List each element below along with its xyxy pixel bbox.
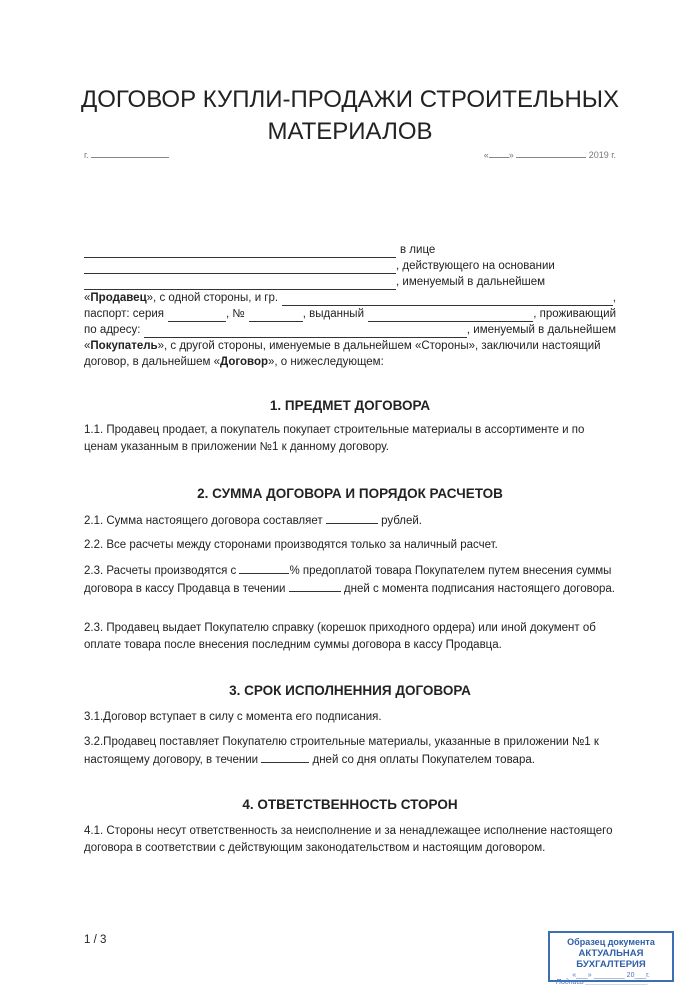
sum-blank [326, 512, 378, 524]
buyer-word: Покупатель [90, 340, 158, 352]
stamp-line-3: «___» ________ 20___г. [572, 972, 650, 979]
section-2-paragraph-1 [84, 512, 616, 530]
section-3-heading: 3. СРОК ИСПОЛНЕННИЯ ДОГОВОРА [229, 683, 471, 698]
contract-pre: договор, в дальнейшем « [84, 356, 221, 368]
buyer-rest: », с другой стороны, именуемые в дальнейшем «Стороны», заключили настоящий [157, 340, 601, 352]
document-title [60, 84, 640, 148]
address-text: по адресу: [84, 324, 141, 336]
s3-p2-b: дней со дня оплаты Покупателем товара. [312, 754, 535, 766]
page-number: 1 / 3 [84, 934, 107, 946]
parties-block [84, 242, 616, 370]
passport-series-blank [168, 310, 226, 322]
buyer-name-blank [282, 294, 613, 306]
basis-blank [84, 278, 396, 290]
s2-p3-c: дней с момента подписания настоящего договора. [343, 583, 615, 595]
payment-days-blank [289, 580, 341, 592]
prepayment-blank [239, 562, 289, 574]
stamp-line-4: Подпись ________________ [556, 979, 648, 986]
city-prefix: г. [84, 150, 89, 160]
issued-text: , выданный [302, 308, 364, 320]
representative-blank [84, 262, 396, 274]
date-year: 2019 г. [588, 150, 616, 160]
stamp-line-1: Образец документа [567, 937, 655, 947]
section-4-paragraph-1: 4.1. Стороны несут ответственность за неисполнение и за ненадлежащее исполнение настоящего договора в соответствии с действующим законодательством и настоящим договором. [84, 825, 613, 854]
date-quote-open: « [483, 150, 489, 160]
number-sign-text: , № [226, 308, 245, 320]
intro-line-5 [84, 306, 616, 322]
contract-post: », о нижеследующем: [268, 356, 384, 368]
seller-quote-open: « [84, 292, 91, 304]
intro-line-7 [84, 338, 616, 354]
comma-1: , [612, 292, 616, 304]
date-quote-close: » [508, 150, 514, 160]
section-2-paragraph-2: 2.2. Все расчеты между сторонами производятся только за наличный расчет. [84, 539, 498, 551]
stamp-line-2: АКТУАЛЬНАЯ БУХГАЛТЕРИЯ [576, 948, 646, 970]
section-2-heading: 2. СУММА ДОГОВОРА И ПОРЯДОК РАСЧЕТОВ [197, 486, 503, 501]
buyer-quote-open: « [84, 340, 91, 352]
section-4-heading: 4. ОТВЕТСТВЕННОСТЬ СТОРОН [242, 797, 458, 812]
passport-text: паспорт: серия [84, 308, 164, 320]
seller-rest: », с одной стороны, и гр. [146, 292, 279, 304]
intro-line-3 [84, 274, 616, 290]
city-field [84, 149, 169, 160]
acting-text: , действующего на основании [396, 260, 555, 272]
s2-p1-a: 2.1. Сумма настоящего договора составляет [84, 515, 323, 527]
day-blank [489, 149, 509, 158]
seller-name-blank [84, 246, 396, 258]
intro-line-8 [84, 354, 616, 370]
address-blank [144, 326, 466, 338]
intro-line-2 [84, 258, 616, 274]
seller-word: Продавец [90, 292, 147, 304]
passport-number-blank [249, 310, 303, 322]
section-2-paragraph-3 [84, 562, 616, 598]
title-line-1: ДОГОВОР КУПЛИ-ПРОДАЖИ СТРОИТЕЛЬНЫХ [80, 86, 620, 113]
s3-p2-a: 3.2.Продавец поставляет Покупателю строительные материалы, указанные в приложении №1 к настоящему договору, в течении [84, 736, 599, 766]
hereinafter-text: , именуемый в дальнейшем [396, 276, 546, 288]
s2-p3-b: % предоплатой товара Покупателем путем внесения суммы договора в кассу Продавца в течении [84, 565, 612, 595]
v-litse-text: в лице [400, 244, 436, 256]
section-1-paragraph-1: 1.1. Продавец продает, а покупатель покупает строительные материалы в ассортименте и по ценам указанным в приложении №1 к данному договору. [84, 424, 585, 453]
month-blank [516, 149, 586, 158]
city-blank [91, 149, 169, 158]
address-rest-text: , именуемый в дальнейшем [466, 324, 616, 336]
delivery-days-blank [261, 751, 309, 763]
intro-line-4 [84, 290, 616, 306]
s2-p1-b: рублей. [381, 515, 423, 527]
intro-line-6 [84, 322, 616, 338]
intro-line-1 [84, 242, 616, 258]
issued-by-blank [368, 310, 533, 322]
section-1-heading: 1. ПРЕДМЕТ ДОГОВОРА [269, 398, 431, 413]
section-3-paragraph-2 [84, 734, 616, 769]
title-line-2: МАТЕРИАЛОВ [267, 118, 433, 145]
contract-word: Договор [220, 356, 269, 368]
sample-document-stamp [548, 931, 674, 986]
date-field [484, 149, 616, 160]
residing-text: , проживающий [533, 308, 616, 320]
s2-p3-a: 2.3. Расчеты производятся с [84, 565, 237, 577]
section-2-paragraph-4: 2.3. Продавец выдает Покупателю справку (корешок приходного ордера) или иной документ об оплате товара после внесения последним суммы договора в кассу Продавца. [84, 622, 596, 651]
section-3-paragraph-1: 3.1.Договор вступает в силу с момента его подписания. [84, 711, 382, 723]
